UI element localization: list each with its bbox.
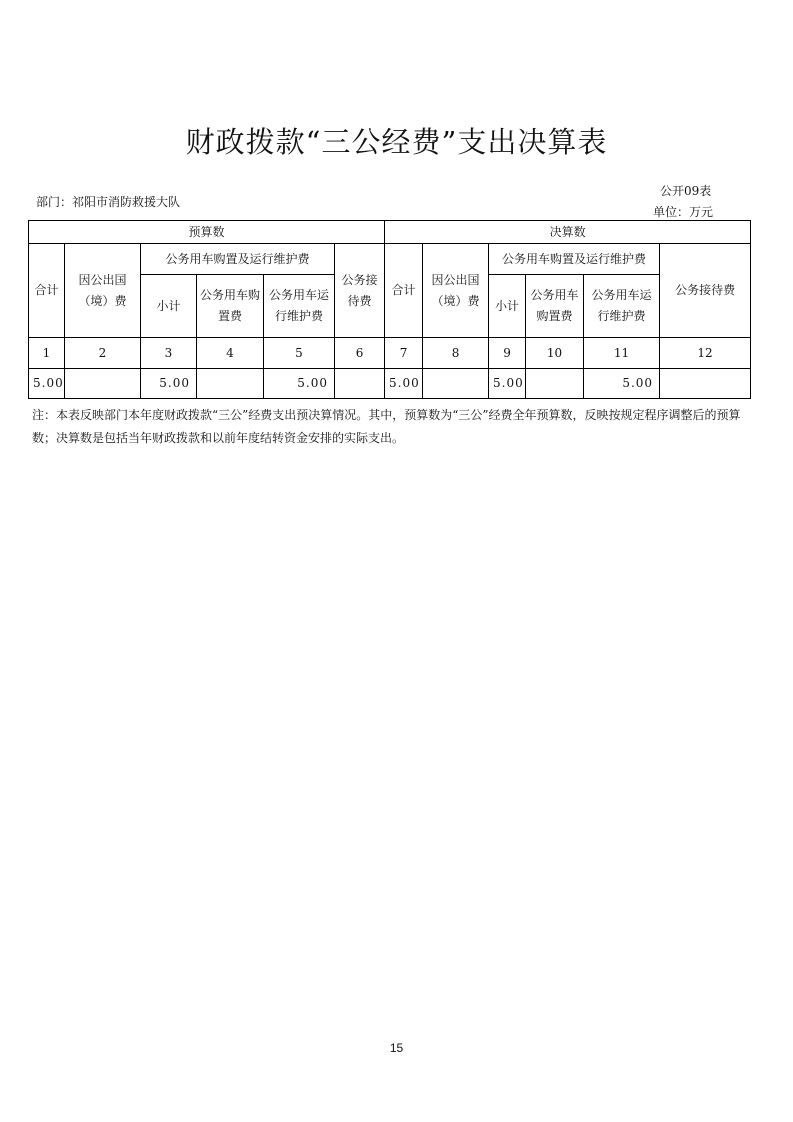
column-number: 8: [423, 338, 489, 369]
budget-total-value: 5.00: [29, 369, 65, 399]
budget-reception-header: 公务接待费: [335, 244, 385, 338]
final-total-header: 合计: [385, 244, 423, 338]
column-number: 10: [526, 338, 584, 369]
final-vehicle-purchase-value: [526, 369, 584, 399]
final-abroad-header: 因公出国（境）费: [423, 244, 489, 338]
budget-reception-value: [335, 369, 385, 399]
final-reception-header: 公务接待费: [660, 244, 751, 338]
budget-vehicle-purchase-value: [197, 369, 264, 399]
budget-abroad-value: [65, 369, 141, 399]
column-number: 12: [660, 338, 751, 369]
final-abroad-value: [423, 369, 489, 399]
table-note: 注：本表反映部门本年度财政拨款“三公”经费支出预决算情况。其中，预算数为“三公”经费全年预算数，反映按规定程序调整后的预算数；决算数是包括当年财政拨款和以前年度结转资金安排的实际支出。: [32, 408, 741, 445]
value-row: [29, 369, 751, 399]
final-subtotal-value: 5.00: [489, 369, 526, 399]
budget-vehicle-purchase-header: 公务用车购置费: [197, 275, 264, 338]
column-number: 7: [385, 338, 423, 369]
department-label: 部门：祁阳市消防救援大队: [36, 195, 181, 209]
final-subtotal-header: 小计: [489, 275, 526, 338]
budget-total-header: 合计: [29, 244, 65, 338]
column-number: 4: [197, 338, 264, 369]
budget-subtotal-header: 小计: [141, 275, 197, 338]
final-vehicle-purchase-header: 公务用车购置费: [526, 275, 584, 338]
column-number-row: [29, 338, 751, 369]
column-number: 2: [65, 338, 141, 369]
column-number: 9: [489, 338, 526, 369]
final-group-header: 决算数: [385, 221, 751, 244]
final-vehicle-group-header: 公务用车购置及运行维护费: [489, 244, 660, 275]
budget-vehicle-operation-header: 公务用车运行维护费: [264, 275, 335, 338]
budget-subtotal-value: 5.00: [141, 369, 197, 399]
budget-vehicle-operation-value: 5.00: [264, 369, 335, 399]
budget-abroad-header: 因公出国（境）费: [65, 244, 141, 338]
final-vehicle-operation-value: 5.00: [584, 369, 660, 399]
page-title: 财政拨款“三公经费”支出决算表: [185, 125, 608, 159]
form-code: 公开09表: [660, 184, 712, 198]
unit-label: 单位：万元: [653, 205, 714, 219]
column-number: 1: [29, 338, 65, 369]
budget-vehicle-group-header: 公务用车购置及运行维护费: [141, 244, 335, 275]
final-reception-value: [660, 369, 751, 399]
final-total-value: 5.00: [385, 369, 423, 399]
page-number: 15: [389, 1041, 404, 1055]
column-number: 6: [335, 338, 385, 369]
column-number: 11: [584, 338, 660, 369]
column-number: 5: [264, 338, 335, 369]
budget-group-header: 预算数: [29, 221, 385, 244]
three-public-expense-table: [28, 220, 751, 399]
final-vehicle-operation-header: 公务用车运行维护费: [584, 275, 660, 338]
column-number: 3: [141, 338, 197, 369]
